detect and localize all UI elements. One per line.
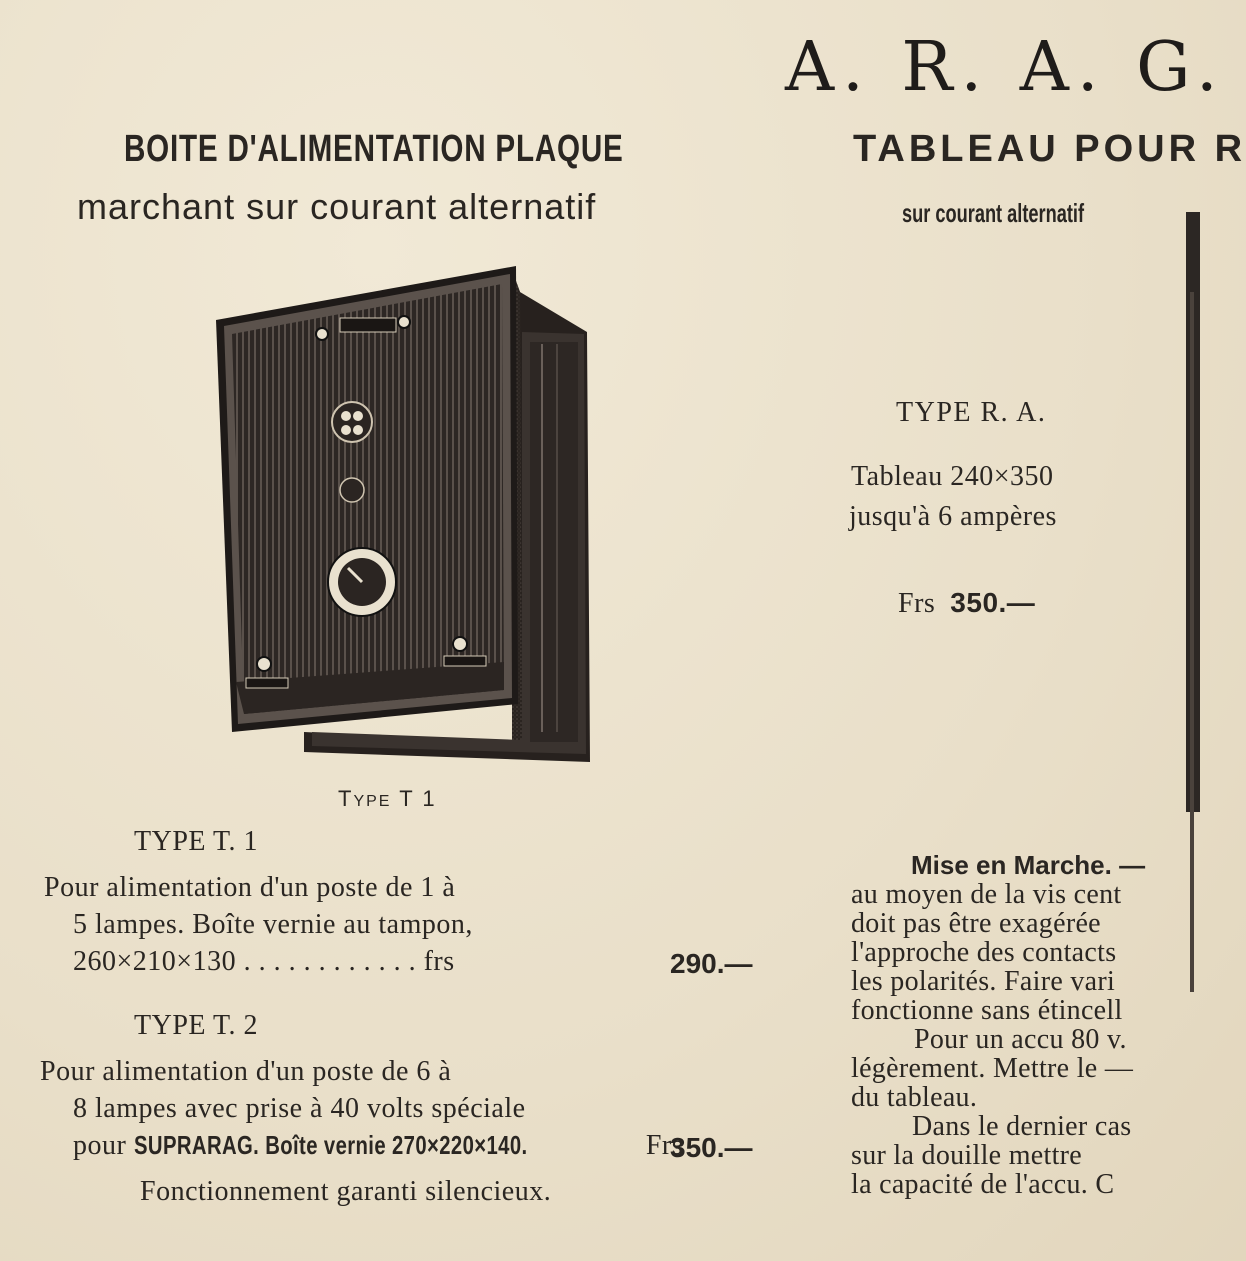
right-line2: jusqu'à 6 ampères [849,501,1057,532]
type2-note: Fonctionnement garanti silencieux. [140,1176,552,1207]
type2-price: 350.— [670,1132,753,1163]
right-type-label: TYPE R. A. [896,397,1047,428]
type1-title: TYPE T. 1 [134,826,259,857]
type2-line1: Pour alimentation d'un poste de 6 à [40,1056,452,1087]
mise-line: la capacité de l'accu. C [851,1169,1115,1200]
type2-title: TYPE T. 2 [134,1010,259,1041]
mise-line: l'approche des contacts [851,937,1117,968]
brand-title: A. R. A. G. [785,28,1226,107]
mise-line: fonctionne sans étincell [851,995,1123,1026]
mise-line: au moyen de la vis cent [851,879,1122,910]
power-supply-box-illustration [212,262,594,772]
right-subheading: sur courant alternatif [902,198,1085,228]
mise-line: doit pas être exagérée [851,908,1101,939]
mise-line: les polarités. Faire vari [851,966,1116,997]
type1-line3: 260×210×130 . . . . . . . . . . . . frs [73,946,455,977]
type1-price: 290.— [670,948,753,979]
illustration-caption: TYPE T 1 [338,786,437,811]
type1-line1: Pour alimentation d'un poste de 1 à [44,872,456,903]
mise-line: du tableau. [851,1082,978,1113]
mise-en-marche-title: Mise en Marche. — [911,850,1146,880]
left-heading: BOITE D'ALIMENTATION PLAQUE [124,128,624,170]
mise-line: sur la douille mettre [851,1140,1083,1171]
left-subheading: marchant sur courant alternatif [77,186,597,227]
right-price-row: Frs 350.— [898,587,1036,619]
panel-illustration-edge [1186,212,1200,812]
mise-line: Dans le dernier cas [912,1111,1132,1142]
right-heading: TABLEAU POUR R [853,128,1246,170]
mise-line: Pour un accu 80 v. [914,1024,1127,1055]
type2-line2: 8 lampes avec prise à 40 volts spéciale [73,1093,526,1124]
right-line1: Tableau 240×350 [851,461,1054,492]
type1-line2: 5 lampes. Boîte vernie au tampon, [73,909,473,940]
mise-line: légèrement. Mettre le — [851,1053,1134,1084]
type2-line3: pour SUPRARAG. Boîte vernie 270×220×140. Frs [73,1130,684,1161]
